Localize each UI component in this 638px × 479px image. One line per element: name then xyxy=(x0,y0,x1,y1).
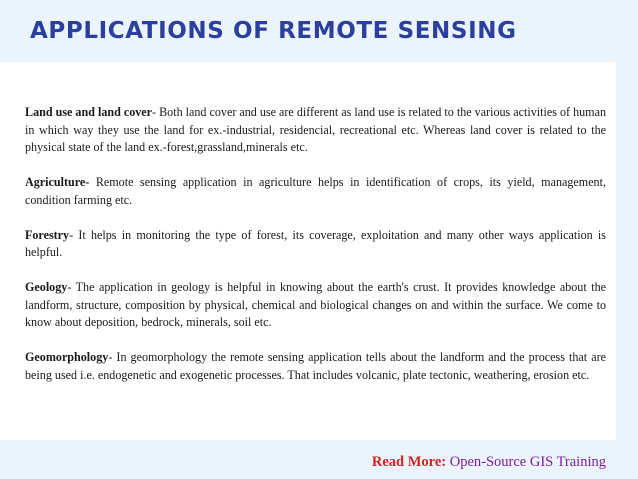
text-land-use: - Both land cover and use are different as land use is related to the various activities of human in which way they use the land for ex.-industrial, residencial, recreational etc. Whereas land cover is related to the physical state of the land ex.-forest,grassland,minerals etc. xyxy=(25,105,606,154)
paragraph-agriculture xyxy=(25,174,606,209)
right-sidebar-band xyxy=(616,0,638,479)
text-geology: - The application in geology is helpful in knowing about the earth's crust. It provides knowledge about the landform, structure, composition by physical, chemical and biological changes on and within the surface. We come to know about deposition, bedrock, minerals, soil etc. xyxy=(25,280,606,329)
content-body xyxy=(25,104,606,402)
term-geomorphology: Geomorphology xyxy=(25,350,109,364)
read-more-link[interactable]: Open-Source GIS Training xyxy=(446,454,606,470)
paragraph-geomorphology xyxy=(25,349,606,384)
paragraph-geology xyxy=(25,279,606,332)
paragraph-forestry xyxy=(25,227,606,262)
header-divider xyxy=(0,62,638,64)
term-agriculture: Agriculture- xyxy=(25,175,90,189)
header-band xyxy=(0,0,638,62)
term-land-use: Land use and land cover xyxy=(25,105,153,119)
footer-band xyxy=(0,440,638,479)
text-agriculture: Remote sensing application in agriculture helps in identification of crops, its yield, management, condition farming etc. xyxy=(25,175,606,207)
read-more-label: Read More: xyxy=(371,454,447,470)
read-more xyxy=(372,454,606,471)
term-forestry: Forestry xyxy=(25,227,70,242)
text-geomorphology: - In geomorphology the remote sensing application tells about the landform and the process that are being used i.e. endogenetic and exogenetic processes. That includes volcanic, plate tectonic, weathering, erosion etc. xyxy=(25,350,606,382)
term-geology: Geology xyxy=(25,280,68,294)
paragraph-land-use xyxy=(25,104,606,157)
text-forestry: - It helps in monitoring the type of forest, its coverage, exploitation and many other ways application is helpful. xyxy=(25,227,606,259)
slide-title: APPLICATIONS OF REMOTE SENSING xyxy=(30,18,517,44)
